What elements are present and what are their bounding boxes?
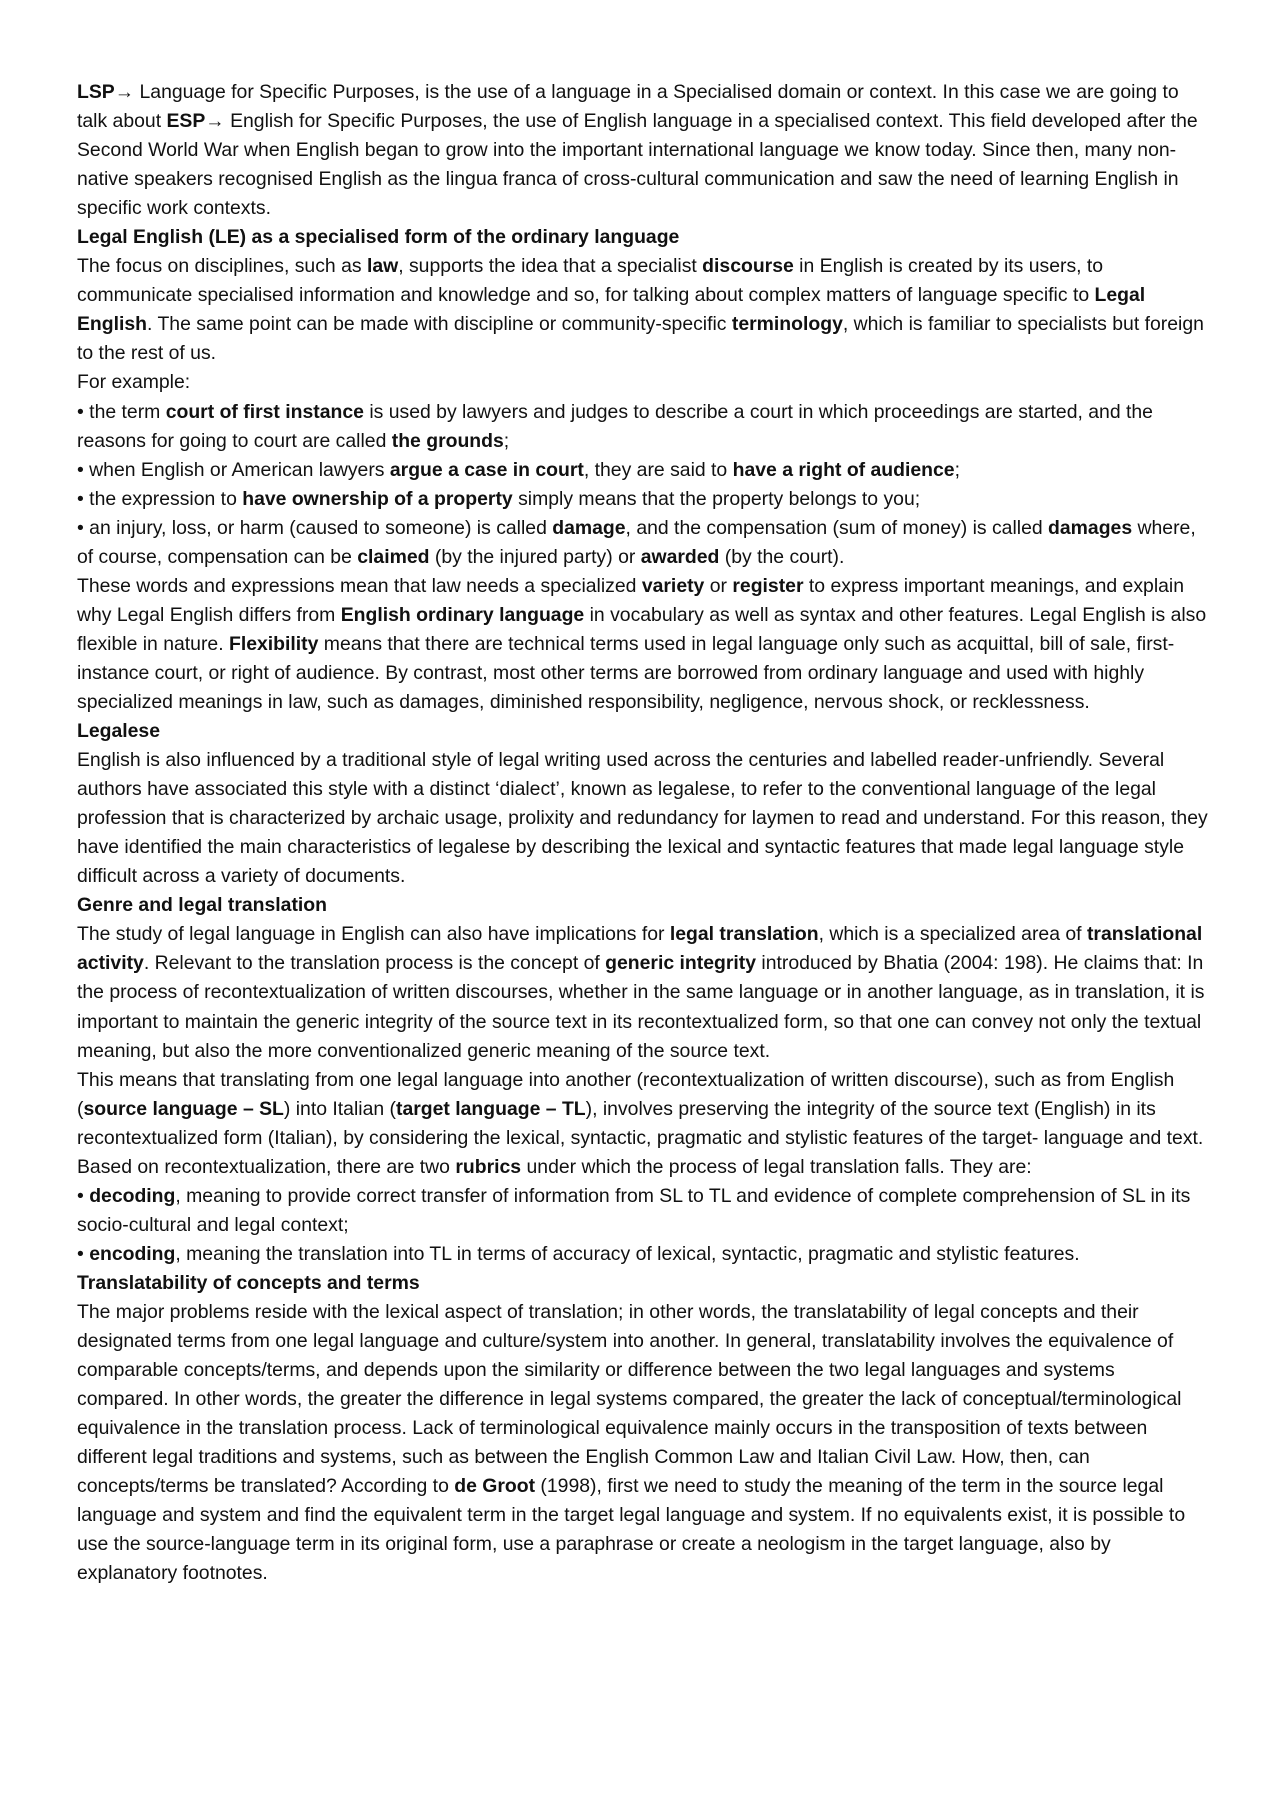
bold-term: damages — [1048, 516, 1133, 539]
paragraph — [77, 1240, 1210, 1269]
bold-term: claimed — [357, 545, 430, 568]
bold-term: encoding — [89, 1242, 176, 1265]
text-run: , which is a specialized area of — [818, 923, 1087, 946]
bold-term: law — [366, 255, 399, 278]
paragraph — [77, 252, 1210, 368]
text-run: under which the process of legal translation falls. They are: — [521, 1155, 1032, 1178]
bold-term: generic integrity — [605, 952, 757, 975]
bold-term: Translatability of concepts and terms — [77, 1271, 420, 1294]
bold-term: ESP→ — [166, 110, 225, 133]
text-run: English is also influenced by a traditional style of legal writing used across the centuries and labelled reader-unfriendly. Several authors have associated this style with a distinct ‘dialect’, known as legalese, to refer to the conventional language of the legal profession that is characterized by archaic usage, prolixity and redundancy for laymen to read and understand. For this reason, they have identified the main characteristics of legalese by describing the lexical and syntactic features that made legal language style difficult across a variety of documents. — [77, 749, 1208, 888]
text-run: means that there are technical terms used in legal language only such as acquittal, bill of sale, first-instance court, or right of audience. By contrast, most other terms are borrowed from ordinary language and used with highly specialized meanings in law, such as damages, diminished responsibility, negligence, nervous shock, or recklessness. — [77, 632, 1175, 713]
text-run: simply means that the property belongs to you; — [512, 487, 921, 510]
bold-term: Legal English — [77, 284, 1146, 336]
paragraph — [77, 485, 1210, 514]
text-run: , supports the idea that a specialist — [398, 255, 703, 278]
text-run: is used by lawyers and judges to describe a court in which proceedings are started, and the reasons for going to court are called — [77, 400, 1153, 452]
text-run: , they are said to — [583, 458, 733, 481]
text-run: • the term — [77, 400, 166, 423]
text-run: These words and expressions mean that law needs a specialized — [77, 574, 642, 597]
text-run: The focus on disciplines, such as — [77, 255, 367, 278]
text-run: • when English or American lawyers — [77, 458, 390, 481]
text-run: • — [77, 1184, 90, 1207]
bold-term: terminology — [731, 313, 843, 336]
section-heading — [77, 717, 1210, 746]
bold-term: Flexibility — [228, 632, 319, 655]
document-body — [77, 78, 1210, 1588]
text-run: . The same point can be made with discipline or community-specific — [147, 313, 732, 336]
paragraph — [77, 1066, 1210, 1182]
bold-term: argue a case in court — [389, 458, 584, 481]
text-run: English for Specific Purposes, the use of English language in a specialised context. This field developed after the Second World War when English began to grow into the important international language we know today. Since then, many non-native speakers recognised English as the lingua franca of cross-cultural communication and saw the need of learning English in specific work contexts. — [77, 110, 1198, 220]
bold-term: Legal English (LE) as a specialised form of the ordinary language — [77, 226, 680, 249]
bold-term: damage — [552, 516, 626, 539]
text-run: , which is familiar to specialists but foreign to the rest of us. — [77, 313, 1204, 365]
paragraph — [77, 1298, 1210, 1588]
text-run: The study of legal language in English can also have implications for — [77, 923, 670, 946]
paragraph — [77, 456, 1210, 485]
text-run: For example: — [77, 371, 191, 394]
paragraph — [77, 920, 1210, 1065]
bold-term: source language – SL — [83, 1097, 284, 1120]
bold-term: the grounds — [391, 429, 504, 452]
text-run: (by the injured party) or — [429, 545, 641, 568]
text-run: ; — [503, 429, 510, 452]
bold-term: legal translation — [669, 923, 819, 946]
text-run: ) into Italian ( — [283, 1097, 396, 1120]
text-run: in English is created by its users, to communicate specialised information and knowledge and so, for talking about complex matters of language specific to — [77, 255, 1104, 307]
section-heading — [77, 891, 1210, 920]
bold-term: variety — [641, 574, 705, 597]
paragraph — [77, 78, 1210, 223]
text-run: , meaning the translation into TL in terms of accuracy of lexical, syntactic, pragmatic and stylistic features. — [175, 1242, 1080, 1265]
bold-term: have a right of audience — [732, 458, 955, 481]
text-run: ), involves preserving the integrity of the source text (English) in its recontextualized form (Italian), by considering the lexical, syntactic, pragmatic and stylistic features of the target- language and text. Based on recontextualization, there are two — [77, 1097, 1204, 1178]
bold-term: translational activity — [77, 923, 1203, 975]
paragraph — [77, 1182, 1210, 1240]
section-heading — [77, 223, 1210, 252]
bold-term: court of first instance — [165, 400, 364, 423]
paragraph — [77, 746, 1210, 891]
section-heading — [77, 1269, 1210, 1298]
bold-term: LSP→ — [77, 81, 135, 103]
text-run: The major problems reside with the lexical aspect of translation; in other words, the translatability of legal concepts and their designated terms from one legal language and culture/system into another. In general, translatability involves the equivalence of comparable concepts/terms, and depends upon the similarity or difference between the two legal languages and systems compared. In other words, the greater the difference in legal systems compared, the greater the lack of conceptual/terminological equivalence in the translation process. Lack of terminological equivalence mainly occurs in the transposition of texts between different legal traditions and systems, such as between the English Common Law and Italian Civil Law. How, then, can concepts/terms be translated? According to — [77, 1300, 1182, 1498]
bold-term: Legalese — [77, 720, 160, 743]
text-run: introduced by Bhatia (2004: 198). He claims that: In the process of recontextualization of written discourses, whether in the same language or in another language, as in translation, it is important to maintain the generic integrity of the source text in its recontextualized form, so that one can convey not only the textual meaning, but also the more conventionalized generic meaning of the source text. — [77, 952, 1205, 1062]
paragraph — [77, 514, 1210, 572]
bold-term: target language – TL — [396, 1097, 586, 1120]
text-run: • an injury, loss, or harm (caused to someone) is called — [77, 516, 553, 539]
bold-term: English ordinary language — [340, 603, 585, 626]
bold-term: rubrics — [455, 1155, 522, 1178]
text-run: Language for Specific Purposes, is the use of a language in a Specialised domain or context. In this case we are going to talk about — [77, 81, 1179, 133]
bold-term: decoding — [89, 1184, 176, 1207]
text-run: • — [77, 1242, 90, 1265]
text-run: , meaning to provide correct transfer of information from SL to TL and evidence of complete comprehension of SL in its socio-cultural and legal context; — [77, 1184, 1191, 1236]
bold-term: discourse — [702, 255, 794, 278]
paragraph — [77, 398, 1210, 456]
text-run: • the expression to — [77, 487, 243, 510]
text-run: or — [704, 574, 733, 597]
bold-term: Genre and legal translation — [77, 894, 327, 917]
text-run: to express important meanings, and explain why Legal English differs from — [77, 574, 1185, 626]
text-run: , and the compensation (sum of money) is called — [625, 516, 1049, 539]
text-run: in vocabulary as well as syntax and other features. Legal English is also flexible in nature. — [77, 603, 1207, 655]
text-run: where, of course, compensation can be — [77, 516, 1196, 568]
text-run: ; — [954, 458, 960, 481]
text-run: (by the court). — [719, 545, 845, 568]
text-run: . Relevant to the translation process is the concept of — [143, 952, 606, 975]
bold-term: awarded — [640, 545, 720, 568]
bold-term: have ownership of a property — [242, 487, 513, 510]
paragraph — [77, 572, 1210, 717]
text-run: (1998), first we need to study the meaning of the term in the source legal language and system and find the equivalent term in the target legal language and system. If no equivalents exist, it is possible to use the source-language term in its original form, use a paraphrase or create a neologism in the target language, also by explanatory footnotes. — [77, 1475, 1186, 1585]
paragraph — [77, 368, 1210, 397]
bold-term: register — [732, 574, 804, 597]
bold-term: de Groot — [454, 1475, 536, 1498]
text-run: This means that translating from one legal language into another (recontextualization of written discourse), such as from English ( — [77, 1068, 1175, 1120]
